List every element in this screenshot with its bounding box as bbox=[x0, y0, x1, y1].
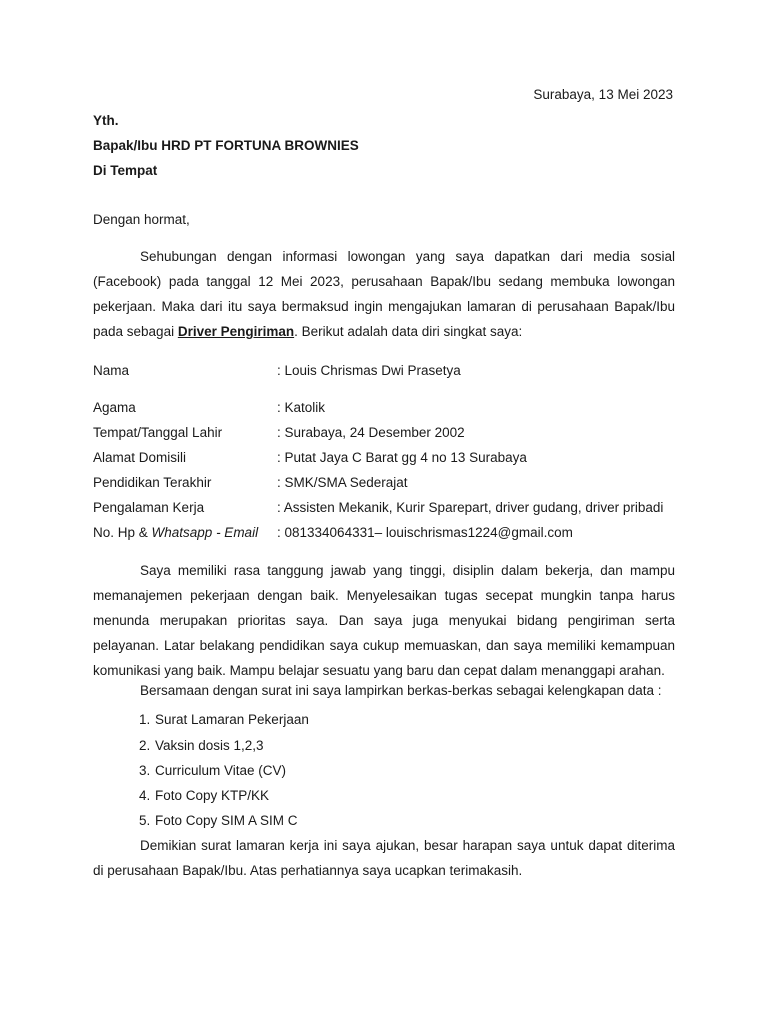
intro-paragraph bbox=[93, 244, 675, 344]
attachment-text: Vaksin dosis 1,2,3 bbox=[155, 738, 264, 753]
recipient-line-2: Bapak/Ibu HRD PT FORTUNA BROWNIES bbox=[93, 138, 359, 153]
letter-date: Surabaya, 13 Mei 2023 bbox=[533, 87, 673, 102]
intro-text-after: . Berikut adalah data diri singkat saya: bbox=[294, 324, 523, 339]
attachments-intro: Bersamaan dengan surat ini saya lampirkan berkas-berkas sebagai kelengkapan data : bbox=[140, 683, 662, 698]
data-value: : Surabaya, 24 Desember 2002 bbox=[277, 425, 465, 440]
data-row-pengalaman bbox=[93, 495, 683, 520]
contact-label-plain: No. Hp & bbox=[93, 525, 152, 540]
job-position: Driver Pengiriman bbox=[177, 324, 295, 339]
attachment-number: 5. bbox=[139, 813, 151, 828]
intro-text-before: Sehubungan dengan informasi lowongan yang saya dapatkan dari media sosial (Facebook) pada tanggal 12 Mei 2023, perusahaan Bapak/Ibu sedang membuka lowongan pekerjaan. Maka dari itu saya bermaksud ingin mengajukan lamaran di perusahaan Bapak/Ibu pada sebagai bbox=[93, 249, 675, 339]
data-label: Tempat/Tanggal Lahir bbox=[93, 425, 223, 440]
data-row-agama bbox=[93, 395, 683, 420]
attachment-number: 3. bbox=[139, 763, 151, 778]
data-row-nama bbox=[93, 358, 683, 383]
data-row-pendidikan bbox=[93, 470, 683, 495]
attachment-text: Curriculum Vitae (CV) bbox=[155, 763, 287, 778]
attachment-item bbox=[139, 707, 309, 732]
data-value: : SMK/SMA Sederajat bbox=[277, 475, 408, 490]
attachment-number: 4. bbox=[139, 788, 151, 803]
data-label: Pengalaman Kerja bbox=[93, 500, 205, 515]
attachment-item bbox=[139, 783, 269, 808]
data-label: Nama bbox=[93, 363, 130, 378]
data-value: : Putat Jaya C Barat gg 4 no 13 Surabaya bbox=[277, 450, 527, 465]
data-row-contact bbox=[93, 520, 683, 545]
attachment-number: 2. bbox=[139, 738, 151, 753]
data-row-ttl bbox=[93, 420, 683, 445]
contact-label-italic: Whatsapp - Email bbox=[151, 525, 259, 540]
data-value: : Katolik bbox=[277, 400, 326, 415]
contact-label bbox=[93, 520, 258, 545]
body-paragraph: Saya memiliki rasa tanggung jawab yang tinggi, disiplin dalam bekerja, dan mampu memanajemen pekerjaan dengan baik. Menyelesaikan tugas secepat mungkin tanpa harus menunda merupakan prioritas saya. Dan saya juga menyukai bidang pengiriman serta pelayanan. Latar belakang pendidikan saya cukup memuaskan, dan saya memiliki kemampuan komunikasi yang baik. Mampu belajar sesuatu yang baru dan cepat dalam menanggapi arahan. bbox=[93, 563, 675, 678]
contact-value: : 081334064331– louischrismas1224@gmail.com bbox=[277, 525, 573, 540]
attachment-text: Foto Copy KTP/KK bbox=[155, 788, 270, 803]
data-row-alamat bbox=[93, 445, 683, 470]
data-value: : Louis Chrismas Dwi Prasetya bbox=[277, 363, 461, 378]
data-value: : Assisten Mekanik, Kurir Sparepart, driver gudang, driver pribadi bbox=[277, 500, 664, 515]
data-label: Agama bbox=[93, 400, 136, 415]
recipient-line-3: Di Tempat bbox=[93, 163, 158, 178]
attachment-item bbox=[139, 808, 298, 833]
attachment-number: 1. bbox=[139, 712, 151, 727]
closing-paragraph: Demikian surat lamaran kerja ini saya ajukan, besar harapan saya untuk dapat diterima di perusahaan Bapak/Ibu. Atas perhatiannya saya ucapkan terimakasih. bbox=[93, 838, 675, 878]
attachment-item bbox=[139, 758, 286, 783]
attachment-item bbox=[139, 733, 264, 758]
salutation: Dengan hormat, bbox=[93, 212, 190, 227]
attachment-text: Foto Copy SIM A SIM C bbox=[155, 813, 298, 828]
data-label: Pendidikan Terakhir bbox=[93, 475, 212, 490]
recipient-line-1: Yth. bbox=[93, 113, 119, 128]
data-label: Alamat Domisili bbox=[93, 450, 187, 465]
attachment-text: Surat Lamaran Pekerjaan bbox=[155, 712, 309, 727]
